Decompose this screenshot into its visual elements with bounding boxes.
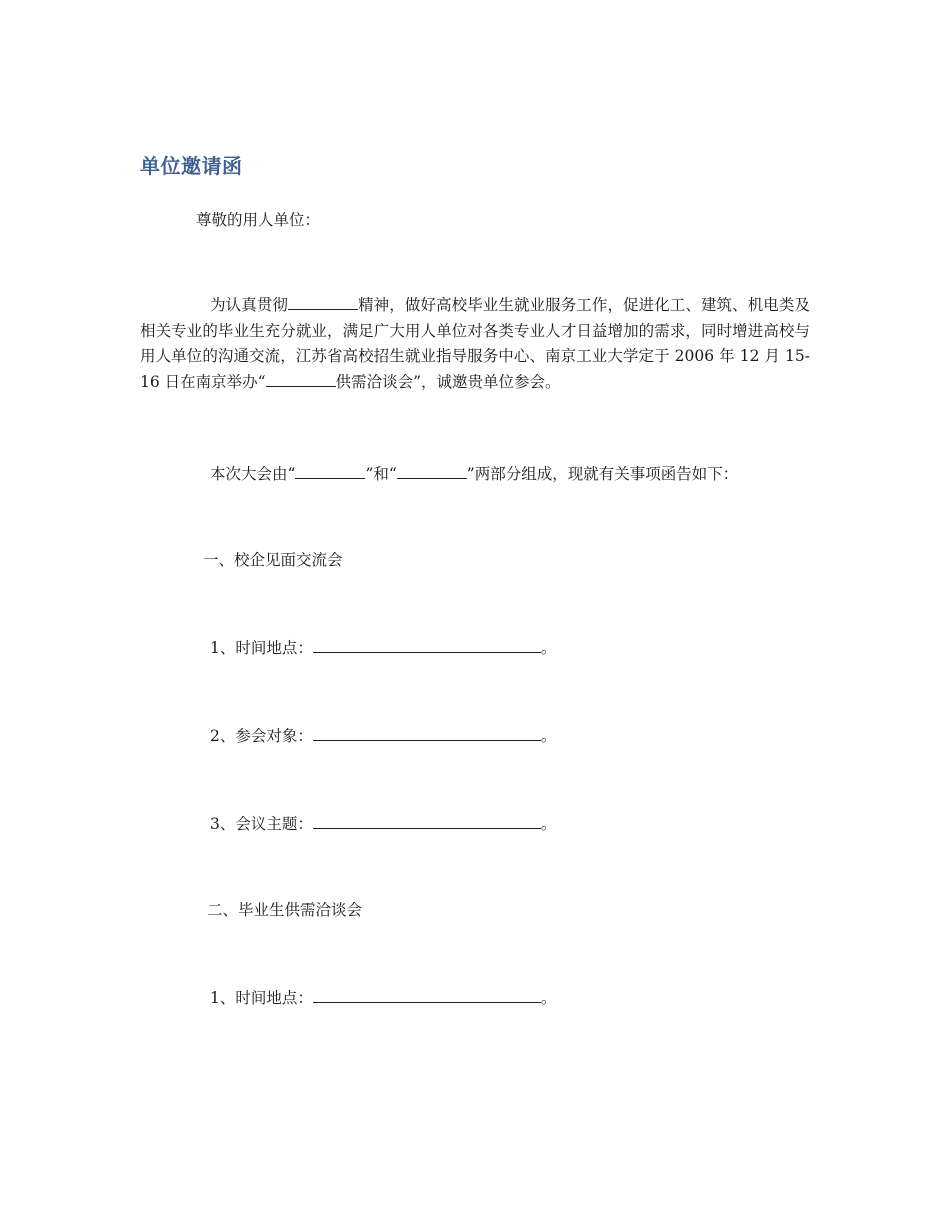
item-end: 。 xyxy=(540,639,557,657)
section-heading-1: 一、校企见面交流会 xyxy=(203,551,343,569)
document-title: 单位邀请函 xyxy=(140,154,243,178)
section1-item-3 xyxy=(210,814,556,834)
paragraph-intro xyxy=(140,293,810,395)
fill-blank xyxy=(313,988,541,1003)
fill-blank xyxy=(397,464,467,479)
fill-blank xyxy=(288,295,358,310)
item-label: 3、会议主题： xyxy=(210,815,313,833)
section-heading-2: 二、毕业生供需洽谈会 xyxy=(207,901,363,919)
item-end: 。 xyxy=(540,815,557,833)
item-label: 1、时间地点： xyxy=(210,639,313,657)
fill-blank xyxy=(313,726,541,741)
item-label: 2、参会对象： xyxy=(210,727,313,745)
paragraph-intro-part1: 为认真贯彻 xyxy=(210,296,289,314)
section1-item-2 xyxy=(210,726,556,746)
salutation: 尊敬的用人单位： xyxy=(196,211,321,229)
section2-item-1 xyxy=(210,988,556,1008)
fill-blank xyxy=(313,814,541,829)
section1-item-1 xyxy=(210,638,556,658)
item-end: 。 xyxy=(540,989,557,1007)
paragraph-intro-part3: 供需洽谈会”，诚邀贵单位参会。 xyxy=(335,372,561,391)
fill-blank xyxy=(266,372,336,387)
paragraph-composition xyxy=(210,464,738,484)
fill-blank xyxy=(295,464,365,479)
paragraph-composition-part1: 本次大会由“ xyxy=(210,465,296,483)
paragraph-composition-part2: ”和“ xyxy=(365,465,397,483)
item-end: 。 xyxy=(540,727,557,745)
fill-blank xyxy=(313,638,541,653)
paragraph-intro-part2: 精神，做好高校毕业生就业服务工作，促进化工、建筑、机电类及相关专业的毕业生充分就业，满足广大用人单位对各类专业人才日益增加的需求，同时增进高校与用人单位的沟通交流，江苏省高校招生就业指导服务中心、南京工业大学定于 2006 年 12 月 15-16 日在南京举办“ xyxy=(140,296,810,391)
paragraph-composition-part3: ”两部分组成，现就有关事项函告如下： xyxy=(466,465,739,483)
item-label: 1、时间地点： xyxy=(210,989,313,1007)
